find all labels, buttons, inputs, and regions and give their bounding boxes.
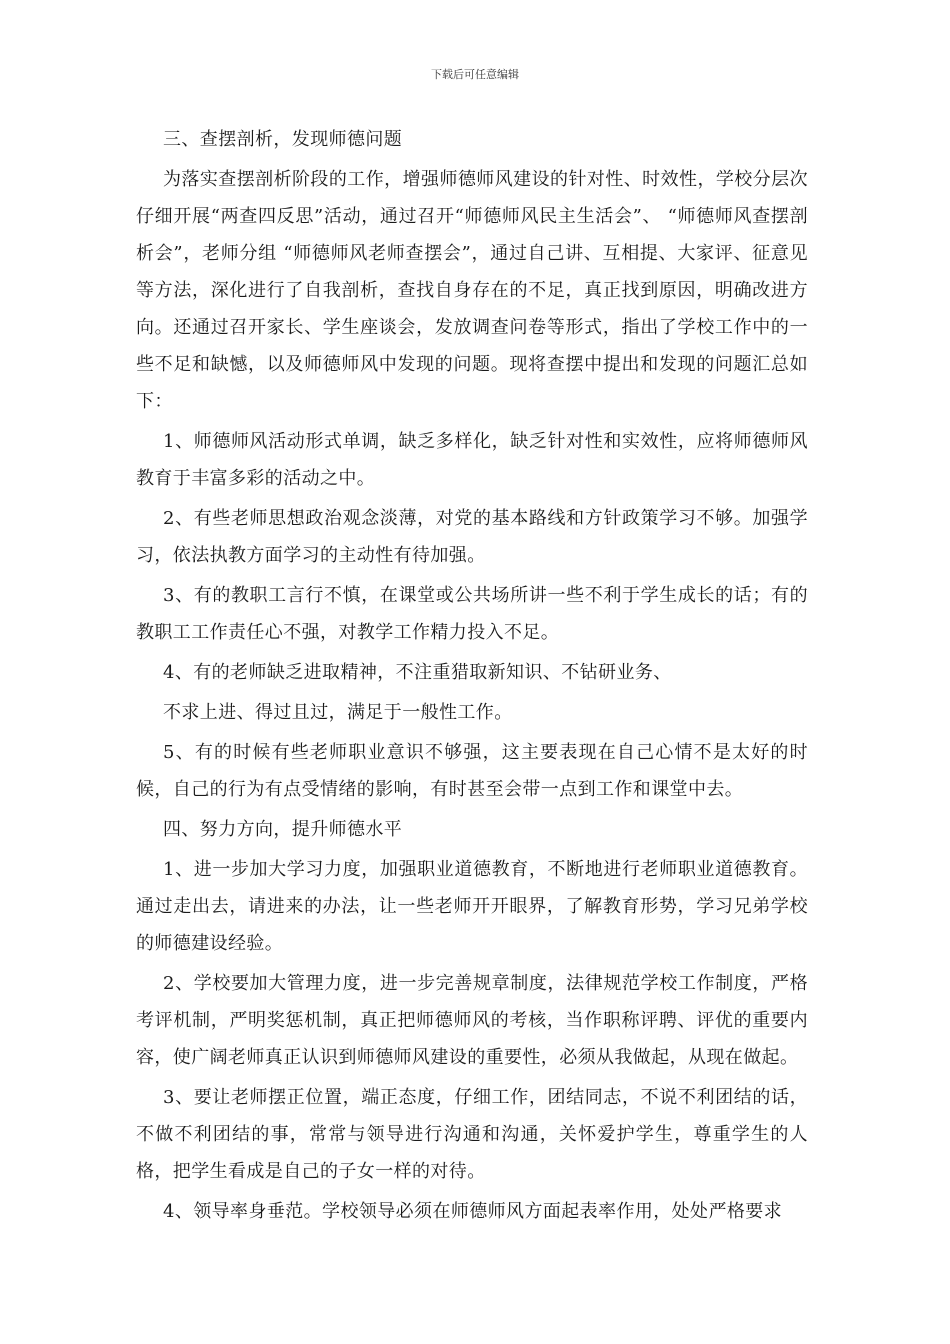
problem-item-4: 4、有的老师缺乏进取精神，不注重猎取新知识、不钻研业务、 <box>163 662 672 683</box>
direction-item-4: 4、领导率身垂范。学校领导必须在师德师风方面起表率作用，处处严格要求 <box>163 1201 783 1222</box>
direction-item-1: 1、进一步加大学习力度，加强职业道德教育，不断地进行老师职业道德教育。通过走出去，请进来的办法，让一些老师开开眼界，了解教育形势，学习兄弟学校的师德建设经验。 <box>136 859 808 954</box>
page-header: 下载后可任意编辑 <box>431 68 519 81</box>
problem-item-3: 3、有的教职工言行不慎，在课堂或公共场所讲一些不利于学生成长的话；有的教职工工作责任心不强，对教学工作精力投入不足。 <box>136 585 808 643</box>
section-heading-3: 三、查摆剖析，发现师德问题 <box>163 129 403 150</box>
paragraph-intro: 为落实查摆剖析阶段的工作，增强师德师风建设的针对性、时效性，学校分层次仔细开展“两查四反思”活动，通过召开“师德师风民主生活会”、 “师德师风查摆剖析会”，老师分组 “师德师风老师查摆会”，通过自己讲、互相提、大家评、征意见等方法，深化进行了自我剖析，查找自身存在的不足，真正找到原因，明确改进方向。还通过召开家长、学生座谈会，发放调查问卷等形式，指出了学校工作中的一些不足和缺憾，以及师德师风中发现的问题。现将查摆中提出和发现的问题汇总如下： <box>136 169 808 412</box>
problem-item-1: 1、师德师风活动形式单调，缺乏多样化，缺乏针对性和实效性，应将师德师风教育于丰富多彩的活动之中。 <box>136 431 808 489</box>
direction-item-2: 2、学校要加大管理力度，进一步完善规章制度，法律规范学校工作制度，严格考评机制，严明奖惩机制，真正把师德师风的考核，当作职称评聘、评优的重要内容，使广阔老师真正认识到师德师风建设的重要性，必须从我做起，从现在做起。 <box>136 973 808 1068</box>
direction-item-3: 3、要让老师摆正位置，端正态度，仔细工作，团结同志，不说不利团结的话，不做不利团结的事，常常与领导进行沟通和沟通，关怀爱护学生，尊重学生的人格，把学生看成是自己的子女一样的对待。 <box>136 1087 808 1182</box>
problem-item-2: 2、有些老师思想政治观念淡薄，对党的基本路线和方针政策学习不够。加强学习，依法执教方面学习的主动性有待加强。 <box>136 508 808 566</box>
document-body <box>136 121 808 1233</box>
problem-item-5: 5、有的时候有些老师职业意识不够强，这主要表现在自己心情不是太好的时候，自己的行为有点受情绪的影响，有时甚至会带一点到工作和课堂中去。 <box>136 742 808 800</box>
problem-item-4-continued: 不求上进、得过且过，满足于一般性工作。 <box>163 702 513 723</box>
section-heading-4: 四、努力方向，提升师德水平 <box>163 819 403 840</box>
